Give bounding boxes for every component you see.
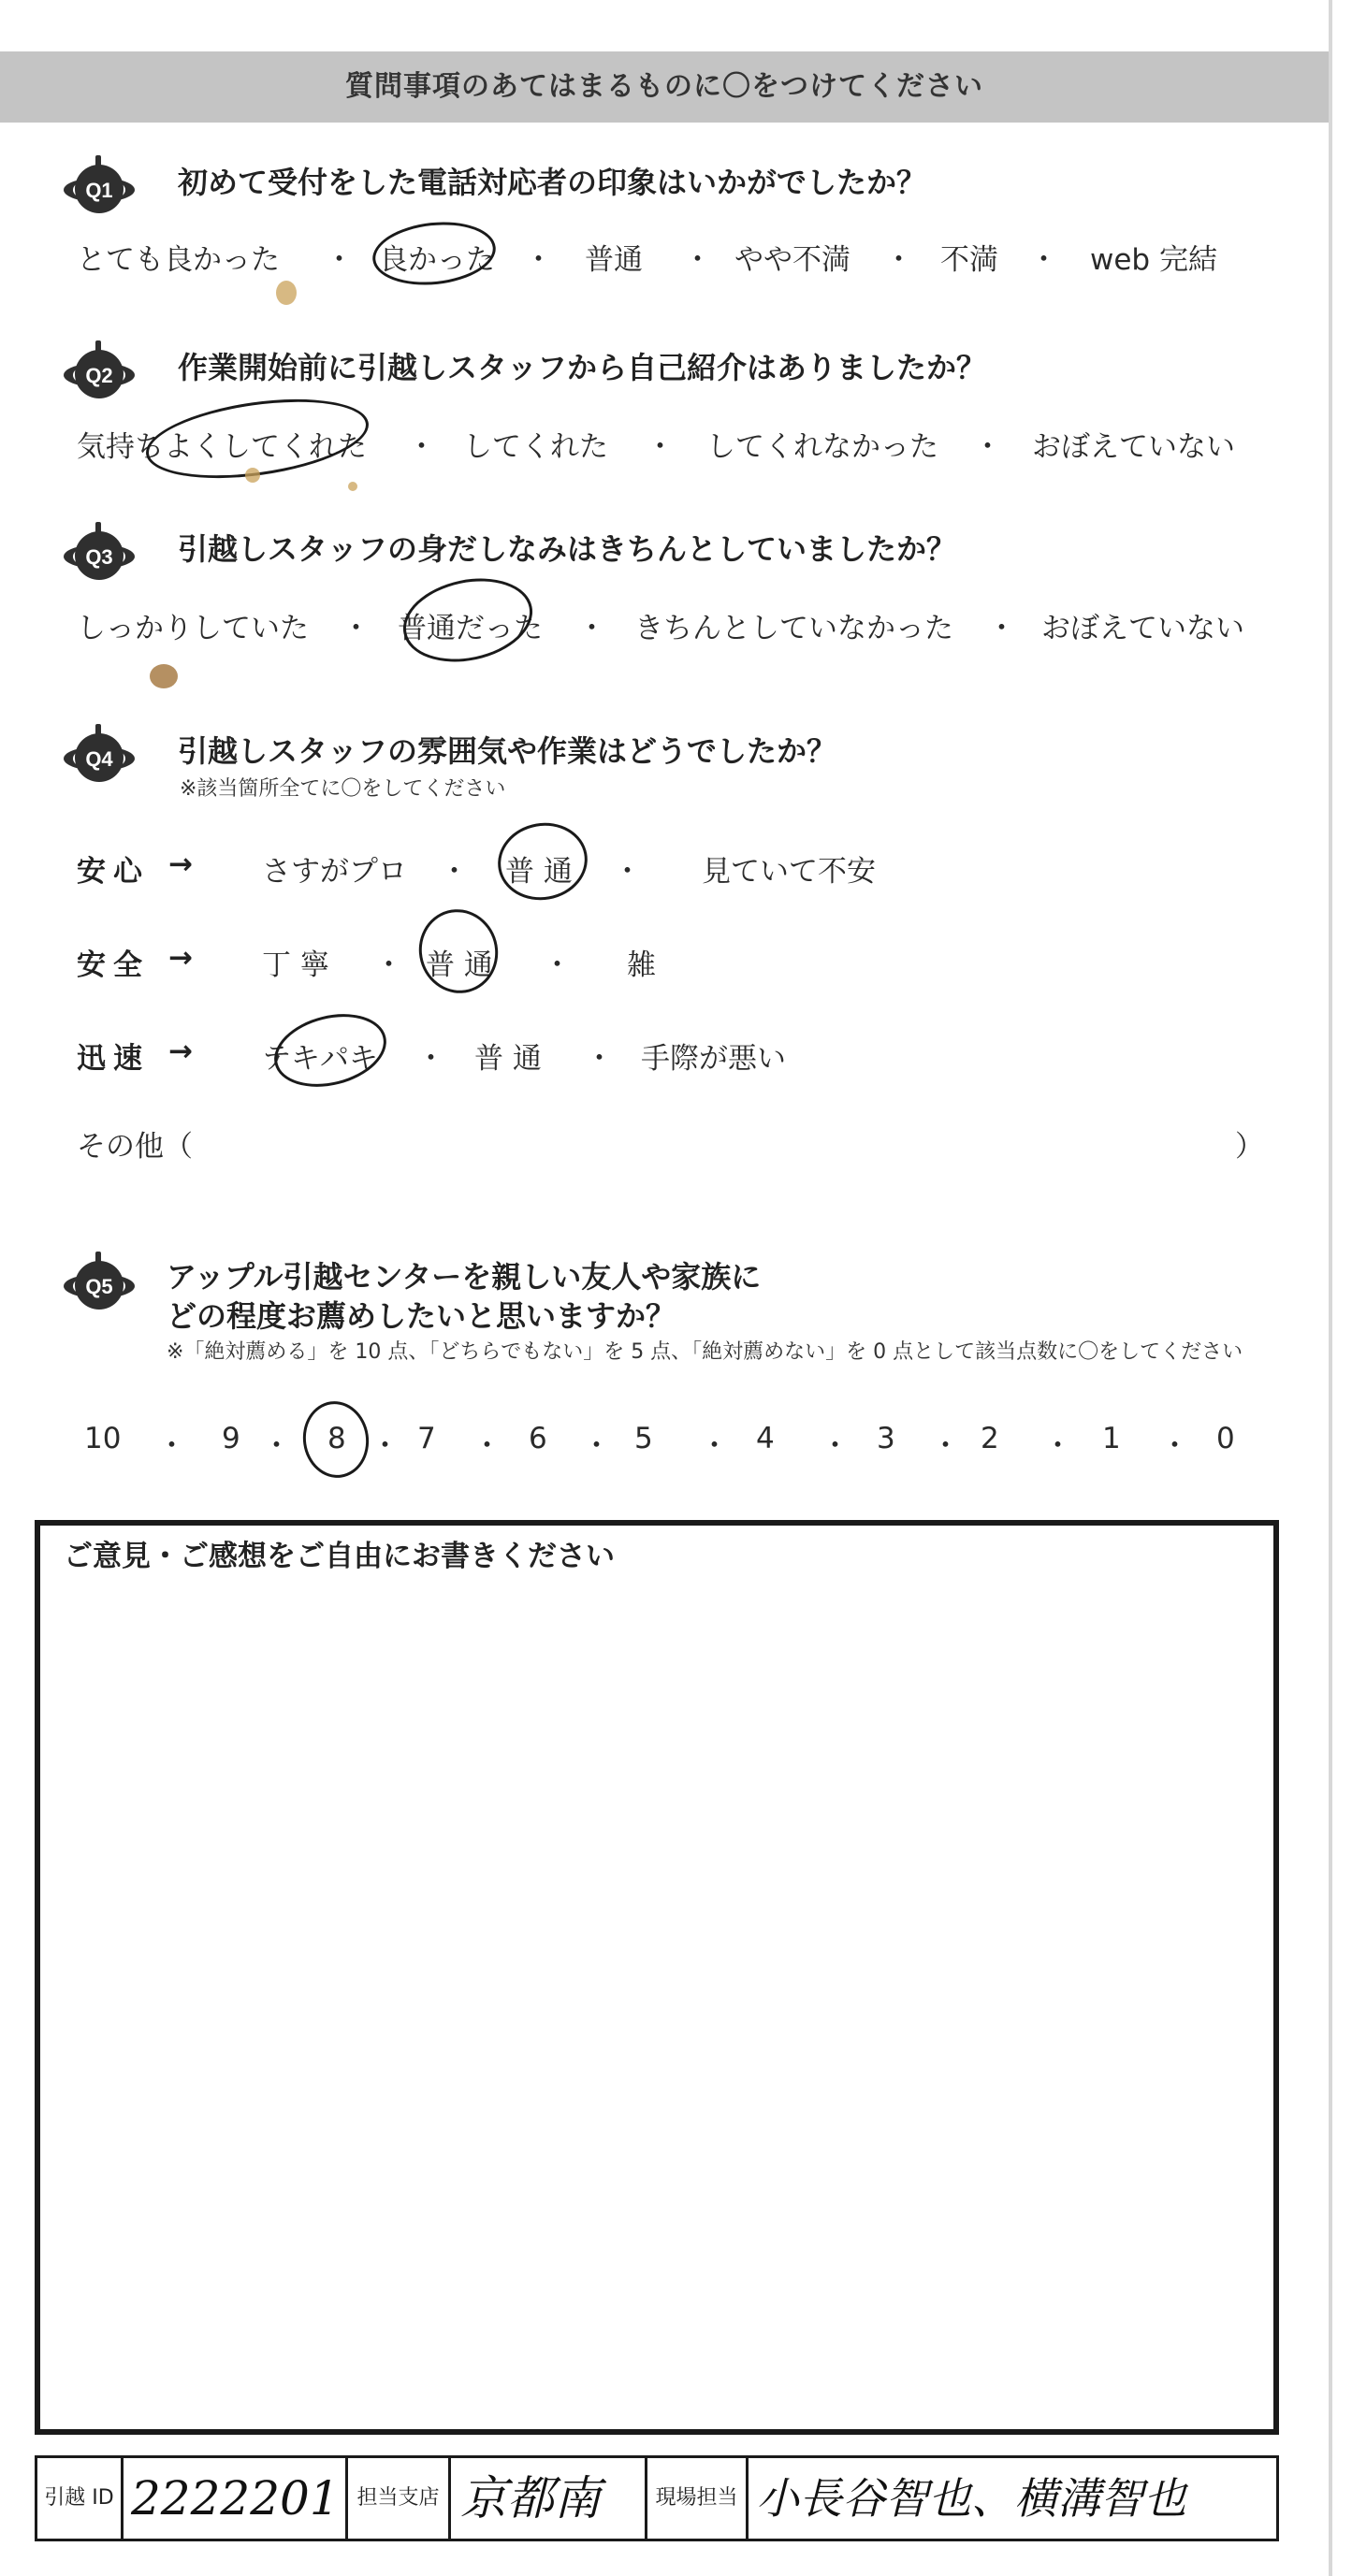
q3-option[interactable]: しっかりしていた xyxy=(77,612,309,645)
row-label-jinsoku: 迅速 xyxy=(77,1042,150,1076)
q4-option[interactable]: さすがプロ xyxy=(262,855,407,889)
separator-dot: ・ xyxy=(371,1429,400,1463)
q4-badge: Q4 xyxy=(75,733,124,782)
q1-option[interactable]: 不満 xyxy=(940,243,998,277)
q3-option[interactable]: きちんとしていなかった xyxy=(634,612,953,645)
score-option[interactable]: 4 xyxy=(756,1422,775,1455)
separator-dot: ・ xyxy=(472,1429,502,1463)
separator-dot: ・ xyxy=(577,612,606,645)
separator-dot: ・ xyxy=(543,948,572,982)
stain-mark xyxy=(245,468,260,483)
q4-option[interactable]: 見ていて不安 xyxy=(702,855,876,889)
arrow-icon: → xyxy=(168,1035,193,1068)
other-close: ） xyxy=(1235,1130,1264,1164)
separator-dot: ・ xyxy=(884,243,913,277)
selection-circle xyxy=(370,216,499,290)
separator-dot: ・ xyxy=(524,243,553,277)
selection-circle xyxy=(267,1003,394,1097)
footer-table xyxy=(35,2455,1279,2541)
branch-value: 京都南 xyxy=(451,2458,647,2539)
separator-dot: ・ xyxy=(987,612,1016,645)
separator-dot: ・ xyxy=(416,1042,445,1076)
separator-dot: ・ xyxy=(1043,1429,1072,1463)
q1-option[interactable]: 普通 xyxy=(585,243,643,277)
separator-dot: ・ xyxy=(407,430,436,464)
q2-option[interactable]: 気持ちよくしてくれた xyxy=(77,430,367,464)
q1-option[interactable]: とても良かった xyxy=(77,243,280,277)
score-option[interactable]: 0 xyxy=(1216,1422,1235,1455)
separator-dot: ・ xyxy=(325,243,354,277)
q2-option[interactable]: おぼえていない xyxy=(1032,430,1235,464)
q3-option[interactable]: 普通だった xyxy=(398,612,543,645)
score-option[interactable]: 6 xyxy=(529,1422,547,1455)
q3-badge: Q3 xyxy=(75,531,124,580)
separator-dot: ・ xyxy=(157,1429,186,1463)
page-edge xyxy=(1329,0,1332,2576)
separator-dot: ・ xyxy=(1029,243,1058,277)
separator-dot: ・ xyxy=(582,1429,611,1463)
stain-mark xyxy=(150,664,178,688)
selection-circle xyxy=(492,816,594,906)
q3-option[interactable]: おぼえていない xyxy=(1041,612,1244,645)
score-option[interactable]: 9 xyxy=(222,1422,240,1455)
arrow-icon: → xyxy=(168,847,193,881)
q4-option[interactable]: 丁 寧 xyxy=(262,948,329,982)
q3-question: 引越しスタッフの身だしなみはきちんとしていましたか？ xyxy=(178,531,957,567)
score-option[interactable]: 10 xyxy=(84,1422,122,1455)
other-input[interactable] xyxy=(215,1122,1226,1160)
separator-dot: ・ xyxy=(585,1042,614,1076)
q5-badge: Q5 xyxy=(75,1261,124,1310)
q2-option[interactable]: してくれなかった xyxy=(706,430,938,464)
q1-option[interactable]: やや不満 xyxy=(734,243,850,277)
selection-circle xyxy=(396,567,541,673)
selection-circle xyxy=(298,1397,374,1483)
comments-body[interactable] xyxy=(64,1590,1252,2413)
separator-dot: ・ xyxy=(262,1429,291,1463)
q4-note: ※該当箇所全てに〇をしてください xyxy=(180,777,506,801)
q4-option[interactable]: 普 通 xyxy=(474,1042,542,1076)
separator-dot: ・ xyxy=(1160,1429,1189,1463)
q5-question-line2: どの程度お薦めしたいと思いますか？ xyxy=(167,1298,676,1334)
arrow-icon: → xyxy=(168,941,193,975)
q5-question-line1: アップル引越センターを親しい友人や家族に xyxy=(167,1259,762,1295)
row-label-anshin: 安心 xyxy=(77,855,150,889)
separator-dot: ・ xyxy=(973,430,1002,464)
branch-label: 担当支店 xyxy=(348,2458,451,2539)
score-option[interactable]: 5 xyxy=(634,1422,653,1455)
q4-option[interactable]: 普 通 xyxy=(505,855,573,889)
score-option[interactable]: 3 xyxy=(877,1422,895,1455)
q1-badge: Q1 xyxy=(75,165,124,213)
stain-mark xyxy=(348,482,357,491)
stain-mark xyxy=(276,281,297,305)
move-id-label: 引越 ID xyxy=(37,2458,124,2539)
score-option[interactable]: 1 xyxy=(1102,1422,1121,1455)
separator-dot: ・ xyxy=(683,243,712,277)
row-label-anzen: 安全 xyxy=(77,948,150,982)
separator-dot: ・ xyxy=(440,855,469,889)
q5-note: ※「絶対薦める」を 10 点、「どちらでもない」を 5 点、「絶対薦めない」を 0 点として該当点数に〇をしてください xyxy=(167,1340,1243,1364)
comments-title: ご意見・ご感想をご自由にお書きください xyxy=(64,1540,615,1573)
q4-question: 引越しスタッフの雰囲気や作業はどうでしたか？ xyxy=(178,733,837,769)
q2-question: 作業開始前に引越しスタッフから自己紹介はありましたか？ xyxy=(178,350,987,385)
separator-dot: ・ xyxy=(613,855,642,889)
q4-option[interactable]: 普 通 xyxy=(426,948,493,982)
q1-question: 初めて受付をした電話対応者の印象はいかがでしたか？ xyxy=(178,165,927,200)
staff-value: 小長谷智也、横溝智也 xyxy=(756,2473,1186,2524)
separator-dot: ・ xyxy=(821,1429,850,1463)
score-option[interactable]: 8 xyxy=(327,1422,346,1455)
separator-dot: ・ xyxy=(700,1429,729,1463)
q4-option[interactable]: テキパキ xyxy=(262,1042,378,1076)
q1-option[interactable]: 良かった xyxy=(379,243,495,277)
q1-option[interactable]: web 完結 xyxy=(1090,243,1217,277)
separator-dot: ・ xyxy=(931,1429,960,1463)
selection-circle xyxy=(410,901,507,1003)
q2-badge: Q2 xyxy=(75,350,124,398)
q2-option[interactable]: してくれた xyxy=(463,430,608,464)
separator-dot: ・ xyxy=(646,430,675,464)
q4-option[interactable]: 雑 xyxy=(627,948,656,982)
score-option[interactable]: 7 xyxy=(417,1422,436,1455)
q4-option[interactable]: 手際が悪い xyxy=(641,1042,786,1076)
score-option[interactable]: 2 xyxy=(981,1422,999,1455)
separator-dot: ・ xyxy=(374,948,403,982)
other-label: その他（ xyxy=(77,1130,193,1164)
separator-dot: ・ xyxy=(342,612,371,645)
staff-label: 現場担当 xyxy=(647,2458,749,2539)
page-title: 質問事項のあてはまるものに〇をつけてください xyxy=(345,70,983,103)
move-id-value: 2222201 xyxy=(124,2458,348,2539)
